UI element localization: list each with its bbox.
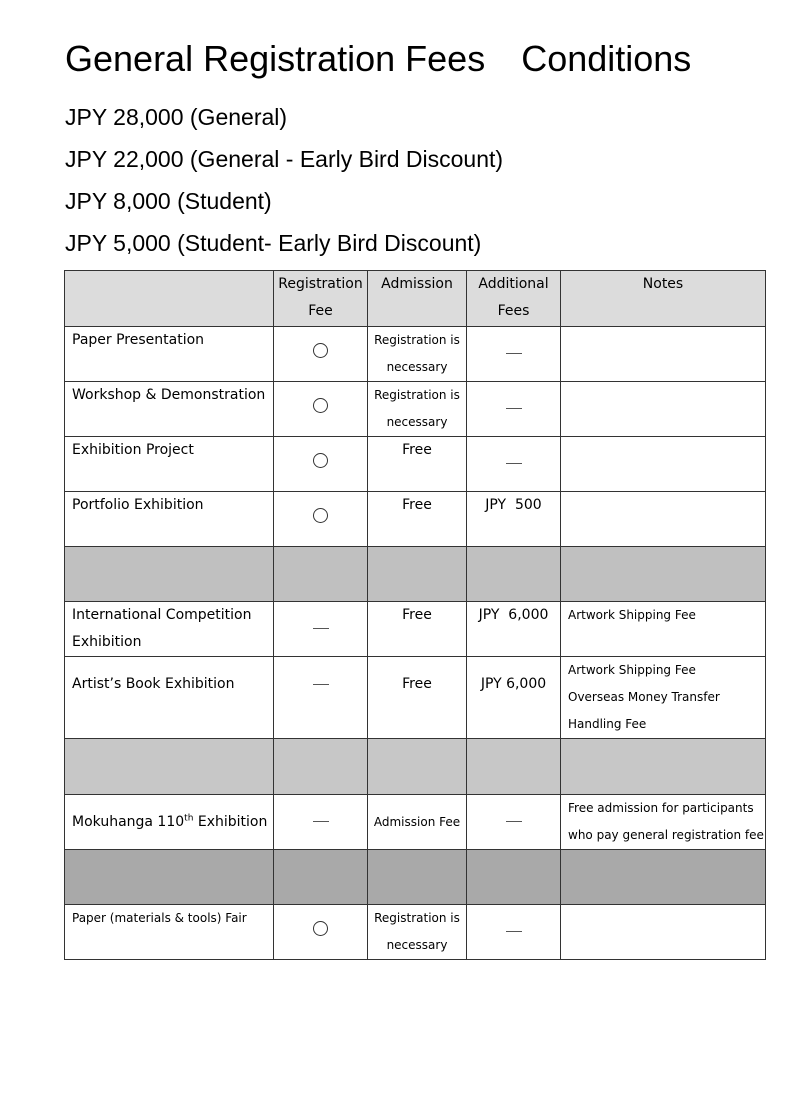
circle-mark-icon [313,508,328,523]
table-row [65,327,766,382]
circle-mark-icon [313,921,328,936]
notes-cell [561,437,766,492]
header-registration-fee: Registration Fee [274,271,368,327]
registration-cell [274,602,368,657]
note-line: Overseas Money Transfer [568,690,720,704]
dash-mark-icon [313,821,329,822]
notes-cell [561,382,766,437]
dash-mark-icon [506,463,522,464]
notes-cell [561,795,766,850]
fee-conditions-table [64,270,766,960]
table-row [65,602,766,657]
fee-general-early-bird: JPY 22,000 (General - Early Bird Discount) [65,146,504,172]
table-row [65,437,766,492]
registration-cell [274,437,368,492]
fee-general: JPY 28,000 (General) [65,104,288,130]
circle-mark-icon [313,398,328,413]
dash-mark-icon [506,408,522,409]
row-name: Paper (materials & tools) Fair [65,905,274,960]
additional-cell [467,437,561,492]
row-name: Artist’s Book Exhibition [65,657,274,739]
notes-cell: Artwork Shipping Fee [561,602,766,657]
separator-row [65,739,766,795]
admission-cell: Free [368,657,467,739]
dash-mark-icon [506,931,522,932]
notes-cell [561,327,766,382]
row-name: Paper Presentation [65,327,274,382]
notes-cell [561,905,766,960]
note-line: Artwork Shipping Fee [568,663,696,677]
header-notes: Notes [561,271,766,327]
row-name: International Competition Exhibition [65,602,274,657]
registration-cell [274,382,368,437]
admission-cell: Registration is necessary [368,382,467,437]
additional-cell [467,905,561,960]
notes-cell [561,657,766,739]
table-row [65,492,766,547]
note-line: Handling Fee [568,717,647,731]
additional-cell: JPY 500 [467,492,561,547]
registration-cell [274,492,368,547]
circle-mark-icon [313,453,328,468]
circle-mark-icon [313,343,328,358]
row-name: Exhibition Project [65,437,274,492]
fee-student: JPY 8,000 (Student) [65,188,272,214]
admission-cell: Free [368,492,467,547]
fee-student-early-bird: JPY 5,000 (Student- Early Bird Discount) [65,230,482,256]
row-name-prefix: Mokuhanga 110 [72,813,185,830]
row-name: Portfolio Exhibition [65,492,274,547]
additional-cell [467,382,561,437]
row-name [65,795,274,850]
dash-mark-icon [506,821,522,822]
header-additional-fees: Additional Fees [467,271,561,327]
note-line: Free admission for participants [568,801,754,815]
admission-cell: Free [368,602,467,657]
additional-cell: JPY 6,000 [467,657,561,739]
dash-mark-icon [506,353,522,354]
admission-cell: Free [368,437,467,492]
additional-cell: JPY 6,000 [467,602,561,657]
admission-cell: Registration is necessary [368,327,467,382]
admission-cell: Registration is necessary [368,905,467,960]
notes-cell [561,492,766,547]
additional-cell [467,327,561,382]
header-blank [65,271,274,327]
registration-cell [274,327,368,382]
additional-cell [467,795,561,850]
separator-row [65,547,766,602]
dash-mark-icon [313,628,329,629]
registration-cell [274,795,368,850]
table-row [65,382,766,437]
table-row [65,795,766,850]
row-name-superscript: th [184,812,194,823]
note-line: who pay general registration fee [568,828,764,842]
separator-row [65,850,766,905]
header-admission: Admission [368,271,467,327]
admission-cell: Admission Fee [368,795,467,850]
dash-mark-icon [313,684,329,685]
table-row [65,657,766,739]
row-name: Workshop & Demonstration [65,382,274,437]
registration-cell [274,657,368,739]
page-title: General Registration Fees Conditions [65,38,692,79]
table-header-row [65,271,766,327]
registration-cell [274,905,368,960]
table-row [65,905,766,960]
row-name-suffix: Exhibition [193,813,268,830]
